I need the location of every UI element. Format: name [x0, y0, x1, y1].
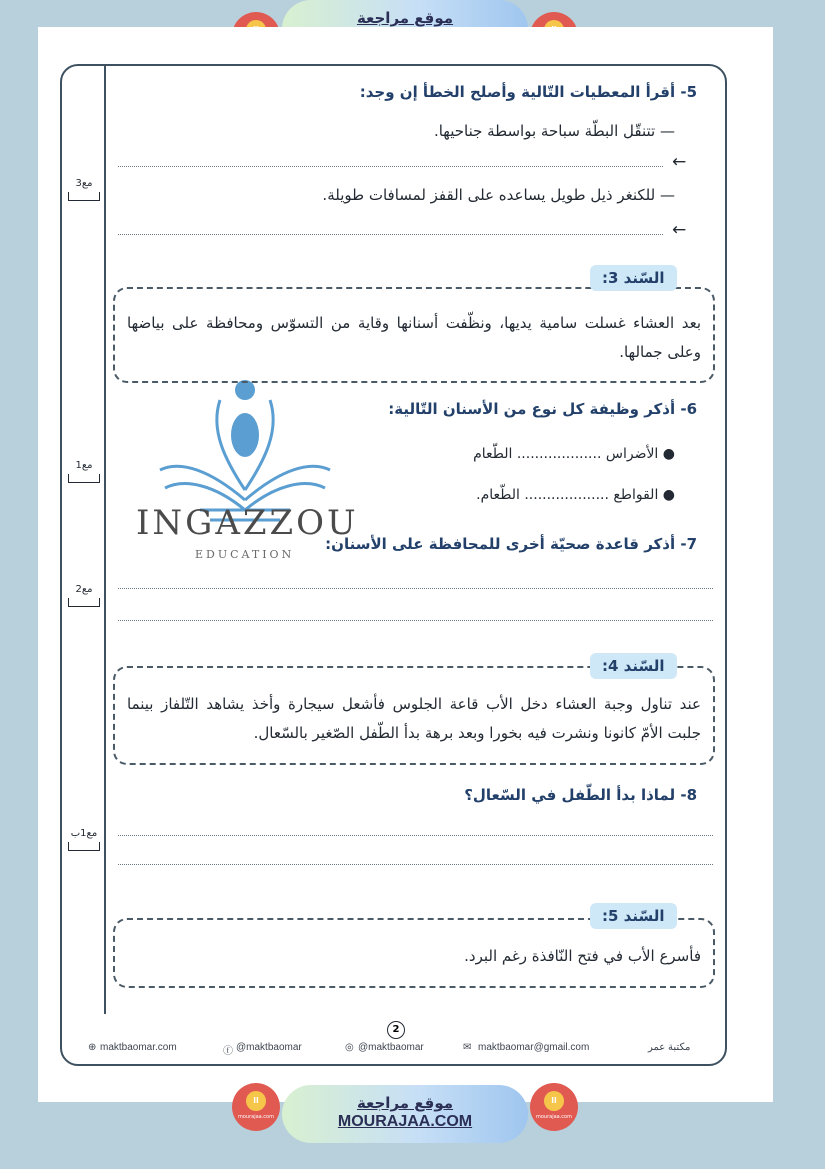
question-5-item-2: — للكنغر ذيل طويل يساعده على القفز لمسافات طويلة.	[322, 186, 675, 204]
mail-icon: ✉	[463, 1042, 472, 1053]
footer-site[interactable]: maktbaomar.com	[100, 1042, 177, 1053]
document-3-label: السّند 3:	[590, 265, 677, 291]
score-column-divider	[104, 66, 106, 1014]
globe-icon: ⊕	[88, 1042, 97, 1053]
question-5-item-1: — تتنقّل البطّة سباحة بواسطة جناحيها.	[433, 122, 675, 140]
question-5-title: 5- أقرأ المعطيات التّالية وأصلح الخطأ إن وجد:	[359, 83, 697, 101]
site-logo-left-bottom: اا mourajaa.com	[232, 1083, 280, 1131]
page-number: 2	[387, 1021, 405, 1039]
score-q6: مع1	[66, 460, 102, 483]
question-6-item-1: ● الأضراس ................... الطّعام	[473, 446, 675, 462]
score-q7: مع2	[66, 584, 102, 607]
document-3-text: بعد العشاء غسلت سامية يديها، ونظّفت أسنانها وقاية من التسوّس ومحافظة على بياضها وعلى جمالها.	[127, 314, 701, 361]
document-4-box	[113, 666, 715, 765]
document-5-label: السّند 5:	[590, 903, 677, 929]
answer-line[interactable]	[118, 864, 713, 865]
footer-brand: مكتبة عمر	[648, 1042, 691, 1053]
watermark-sub: EDUCATION	[195, 548, 295, 561]
answer-line[interactable]	[118, 588, 713, 589]
site-banner-bottom[interactable]	[282, 1085, 528, 1143]
banner-arabic: موقع مراجعة	[356, 9, 454, 27]
footer	[88, 1040, 698, 1060]
question-6-item-2: ● القواطع ................... الطّعام.	[476, 487, 675, 503]
score-q8: مع1ب	[66, 828, 102, 851]
banner-arabic: موقع مراجعة	[356, 1094, 454, 1112]
watermark-name: INGAZZOU	[136, 503, 359, 543]
document-4-text: عند تناول وجبة العشاء دخل الأب قاعة الجلوس فأشعل سيجارة وأخذ يشاهد التّلفاز بينما جلبت الأمّ كانونا ونشرت فيه بخورا وبعد برهة بدأ الطّفل الصّغير بالسّعال.	[127, 695, 701, 742]
facebook-icon: ⓕ	[223, 1046, 233, 1057]
question-6-title: 6- أذكر وظيفة كل نوع من الأسنان التّالية:	[388, 400, 697, 418]
site-logo-right-bottom: اا mourajaa.com	[530, 1083, 578, 1131]
question-7-title: 7- أذكر قاعدة صحيّة أخرى للمحافظة على الأسنان:	[325, 535, 697, 553]
instagram-icon: ◎	[345, 1042, 354, 1053]
banner-latin: MOURAJAA.COM	[337, 1113, 473, 1130]
document-4-label: السّند 4:	[590, 653, 677, 679]
footer-facebook[interactable]: @maktbaomar	[236, 1042, 302, 1053]
answer-line[interactable]	[118, 620, 713, 621]
footer-instagram[interactable]: @maktbaomar	[358, 1042, 424, 1053]
answer-line[interactable]	[118, 835, 713, 836]
question-8-title: 8- لماذا بدأ الطّفل في السّعال؟	[464, 786, 697, 804]
document-3-box	[113, 287, 715, 383]
arrow-icon: ←	[672, 152, 687, 172]
arrow-icon: ←	[672, 220, 687, 240]
footer-email[interactable]: maktbaomar@gmail.com	[478, 1042, 590, 1053]
answer-line[interactable]	[118, 166, 663, 167]
score-q5: مع3	[66, 178, 102, 201]
document-5-text: فأسرع الأب في فتح النّافذة رغم البرد.	[464, 947, 701, 965]
answer-line[interactable]	[118, 234, 663, 235]
